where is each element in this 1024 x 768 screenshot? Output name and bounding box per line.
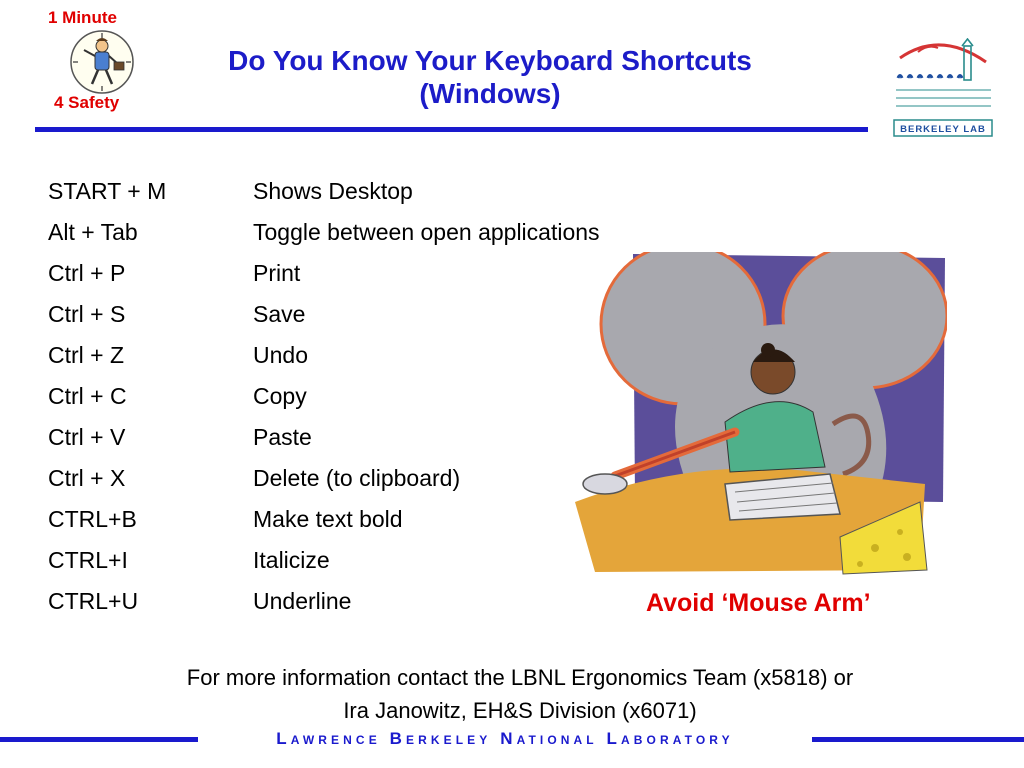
- shortcut-row: [48, 588, 708, 629]
- footer-rule-right: [812, 737, 1024, 742]
- shortcut-key: Ctrl + P: [48, 260, 126, 286]
- shortcut-description: Delete (to clipboard): [253, 465, 461, 491]
- footer-rule-left: [0, 737, 198, 742]
- lab-name: Lawrence Berkeley National Laboratory: [276, 729, 734, 748]
- shortcut-key: CTRL+B: [48, 506, 137, 532]
- berkeley-lab-logo: [888, 38, 996, 138]
- shortcut-key: CTRL+I: [48, 547, 128, 573]
- shortcut-description: Make text bold: [253, 506, 403, 532]
- shortcut-key: Ctrl + X: [48, 465, 126, 491]
- contact-note-line1: For more information contact the LBNL Ergonomics Team (x5818) or: [186, 665, 854, 690]
- shortcut-key: START + M: [48, 178, 167, 204]
- shortcut-description: Undo: [253, 342, 308, 368]
- page-title-line1: Do You Know Your Keyboard Shortcuts: [228, 45, 752, 76]
- illustration-caption: Avoid ‘Mouse Arm’: [646, 589, 871, 617]
- contact-note-line2: Ira Janowitz, EH&S Division (x6071): [343, 698, 697, 723]
- shortcut-description: Italicize: [253, 547, 330, 573]
- shortcut-description: Paste: [253, 424, 312, 450]
- badge-top-text: 1 Minute: [48, 8, 117, 27]
- shortcut-description: Copy: [253, 383, 307, 409]
- clock-mascot-icon: [68, 28, 136, 96]
- shortcut-description: Shows Desktop: [253, 178, 413, 204]
- shortcut-row: [48, 178, 708, 219]
- page-title: [150, 44, 830, 110]
- logo-text: BERKELEY LAB: [900, 124, 986, 135]
- page-title-line2: (Windows): [419, 78, 561, 109]
- mouse-arm-illustration: [575, 252, 947, 582]
- title-divider: [35, 127, 868, 132]
- shortcut-key: Alt + Tab: [48, 219, 138, 245]
- contact-note: [60, 661, 980, 727]
- shortcut-key: Ctrl + Z: [48, 342, 125, 368]
- shortcut-key: Ctrl + S: [48, 301, 126, 327]
- shortcut-key: CTRL+U: [48, 588, 139, 614]
- shortcut-key: Ctrl + V: [48, 424, 126, 450]
- shortcut-description: Toggle between open applications: [253, 219, 600, 245]
- shortcut-key: Ctrl + C: [48, 383, 127, 409]
- shortcut-description: Print: [253, 260, 301, 286]
- shortcut-description: Underline: [253, 588, 352, 614]
- shortcut-description: Save: [253, 301, 306, 327]
- badge-bottom-text: 4 Safety: [54, 93, 120, 112]
